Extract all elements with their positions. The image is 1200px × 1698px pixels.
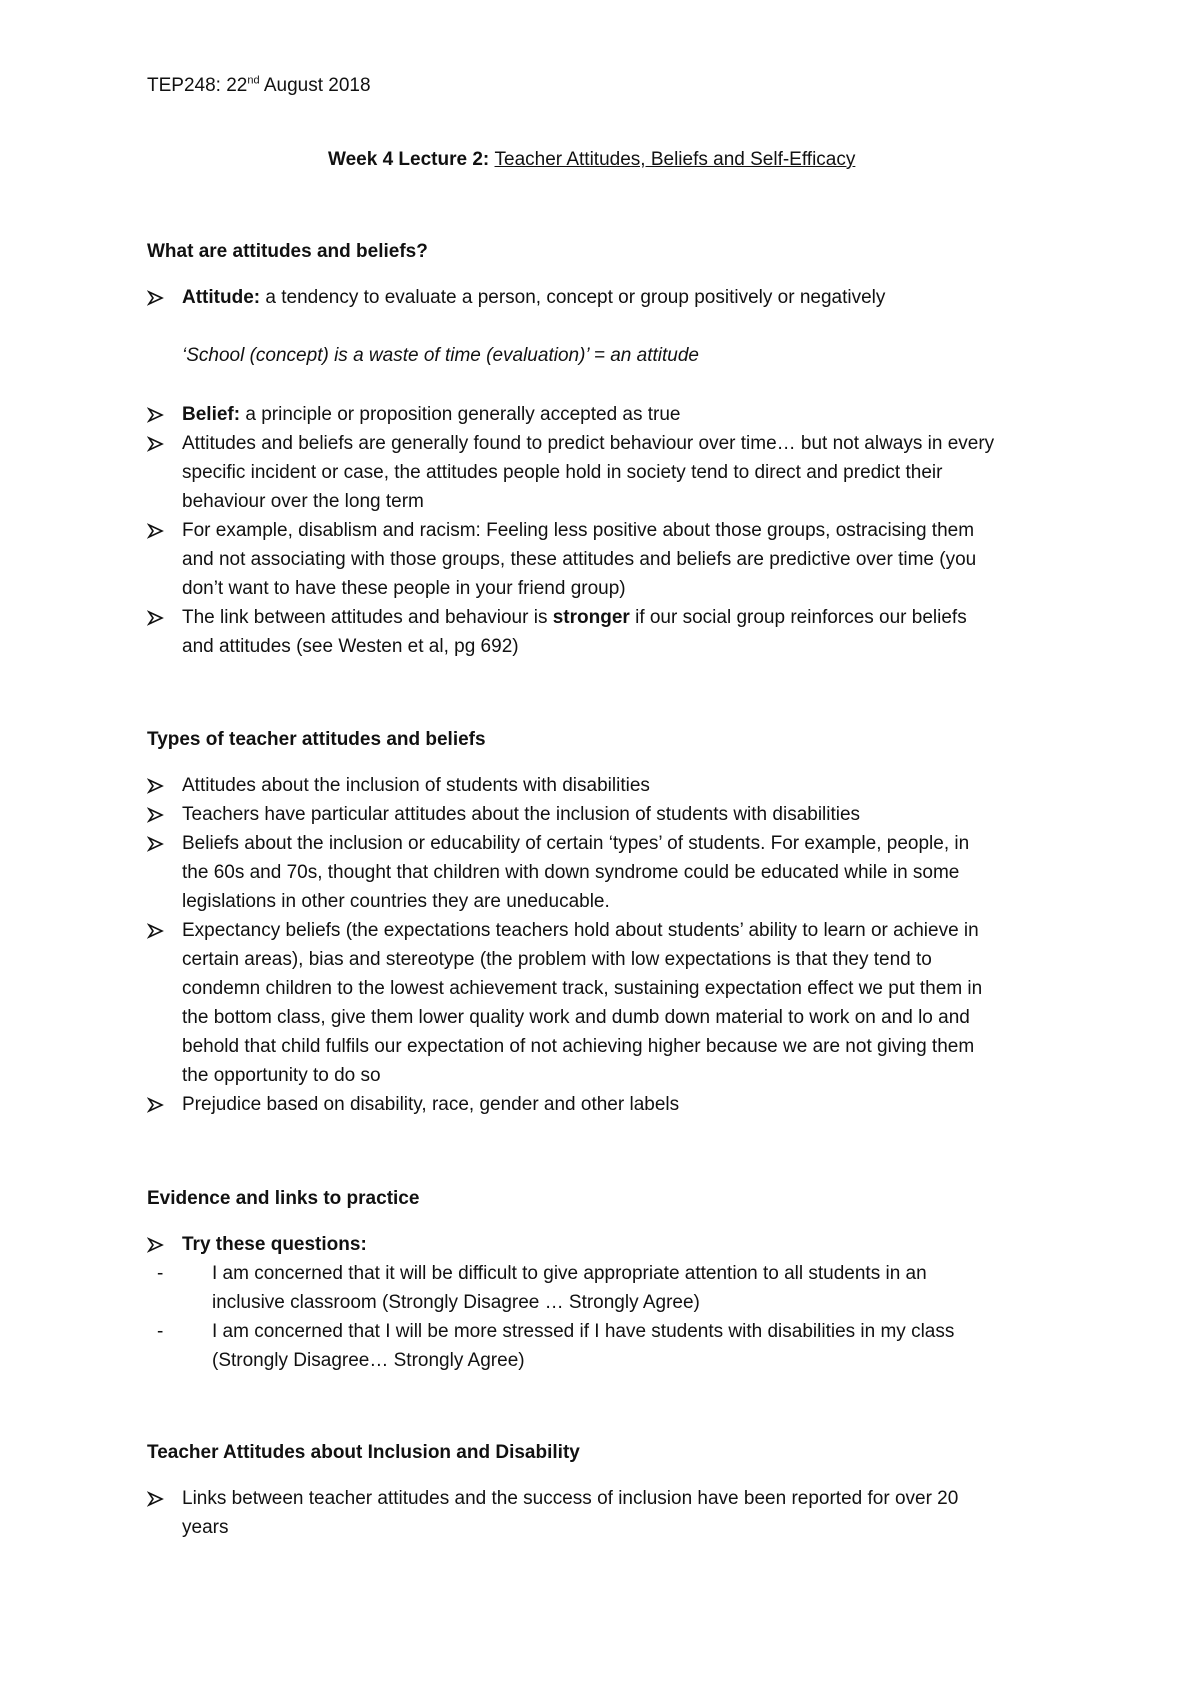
dash-marker: - (157, 1263, 164, 1284)
section-heading-types: Types of teacher attitudes and beliefs (147, 729, 486, 750)
attitude-example-quote: ‘School (concept) is a waste of time (evaluation)’ = an attitude (182, 345, 699, 366)
arrowhead-bullet-icon (147, 286, 167, 310)
inclusion-item-line: Links between teacher attitudes and the success of inclusion have been reported for over 20 (182, 1488, 959, 1509)
types-item-line: behold that child fulfils our expectation of not achieving higher because we are not giving them (182, 1036, 975, 1057)
example-line: For example, disablism and racism: Feeling less positive about those groups, ostracising them (182, 520, 975, 541)
title-underlined: Teacher Attitudes, Beliefs and Self-Efficacy (494, 149, 856, 170)
predict-line: specific incident or case, the attitudes people hold in society tend to direct and predict their (182, 462, 943, 483)
link-bold: stronger (552, 607, 630, 628)
link-pre: The link between attitudes and behaviour is (182, 607, 553, 628)
section-heading-evidence: Evidence and links to practice (147, 1188, 420, 1209)
belief-term: Belief: (182, 404, 241, 425)
types-item: Attitudes about the inclusion of students with disabilities (182, 775, 650, 796)
example-line: and not associating with those groups, these attitudes and beliefs are predictive over time (you (182, 549, 977, 570)
types-item-line: Beliefs about the inclusion or educability of certain ‘types’ of students. For example, people, in (182, 833, 970, 854)
arrowhead-bullet-icon (147, 919, 167, 943)
predict-line: Attitudes and beliefs are generally found to predict behaviour over time… but not always in every (182, 433, 995, 454)
question-line: I am concerned that it will be difficult to give appropriate attention to all students in an (212, 1263, 927, 1284)
types-item-line: the bottom class, give them lower quality work and dumb down material to work on and lo and (182, 1007, 970, 1028)
attitude-term: Attitude: (182, 287, 261, 308)
header-prefix: TEP248: 22 (147, 75, 248, 96)
types-item-line: legislations in other countries they are uneducable. (182, 891, 610, 912)
question-line: inclusive classroom (Strongly Disagree … Strongly Agree) (212, 1292, 700, 1313)
dash-marker: - (157, 1321, 164, 1342)
document-header (147, 74, 371, 98)
arrowhead-bullet-icon (147, 774, 167, 798)
types-item-line: Expectancy beliefs (the expectations teachers hold about students’ ability to learn or achieve in (182, 920, 979, 941)
inclusion-item-line: years (182, 1517, 229, 1538)
question-line: (Strongly Disagree… Strongly Agree) (212, 1350, 525, 1371)
arrowhead-bullet-icon (147, 403, 167, 427)
questions-prompt: Try these questions: (182, 1234, 367, 1255)
attitude-definition (182, 286, 885, 310)
predict-line: behaviour over the long term (182, 491, 424, 512)
link-line (182, 606, 967, 630)
arrowhead-bullet-icon (147, 432, 167, 456)
arrowhead-bullet-icon (147, 1487, 167, 1511)
types-item-line: condemn children to the lowest achievement track, sustaining expectation effect we put them in (182, 978, 983, 999)
link-post: if our social group reinforces our beliefs (629, 607, 967, 628)
belief-def: a principle or proposition generally accepted as true (240, 404, 681, 425)
header-suffix: August 2018 (259, 75, 371, 96)
arrowhead-bullet-icon (147, 519, 167, 543)
types-item-line: the opportunity to do so (182, 1065, 381, 1086)
section-heading-attitudes-beliefs: What are attitudes and beliefs? (147, 241, 428, 262)
arrowhead-bullet-icon (147, 1233, 167, 1257)
title-bold: Week 4 Lecture 2: (328, 149, 495, 170)
belief-definition (182, 403, 681, 427)
arrowhead-bullet-icon (147, 832, 167, 856)
arrowhead-bullet-icon (147, 606, 167, 630)
arrowhead-bullet-icon (147, 1093, 167, 1117)
types-item-line: certain areas), bias and stereotype (the problem with low expectations is that they tend to (182, 949, 932, 970)
example-line: don’t want to have these people in your friend group) (182, 578, 626, 599)
types-item: Prejudice based on disability, race, gender and other labels (182, 1094, 680, 1115)
attitude-def: a tendency to evaluate a person, concept or group positively or negatively (260, 287, 886, 308)
header-superscript: nd (247, 74, 260, 87)
types-item-line: the 60s and 70s, thought that children with down syndrome could be educated while in some (182, 862, 960, 883)
document-title (328, 148, 855, 172)
section-heading-inclusion: Teacher Attitudes about Inclusion and Disability (147, 1442, 580, 1463)
types-item: Teachers have particular attitudes about the inclusion of students with disabilities (182, 804, 861, 825)
link-line-2: and attitudes (see Westen et al, pg 692) (182, 636, 519, 657)
arrowhead-bullet-icon (147, 803, 167, 827)
question-line: I am concerned that I will be more stressed if I have students with disabilities in my class (212, 1321, 955, 1342)
